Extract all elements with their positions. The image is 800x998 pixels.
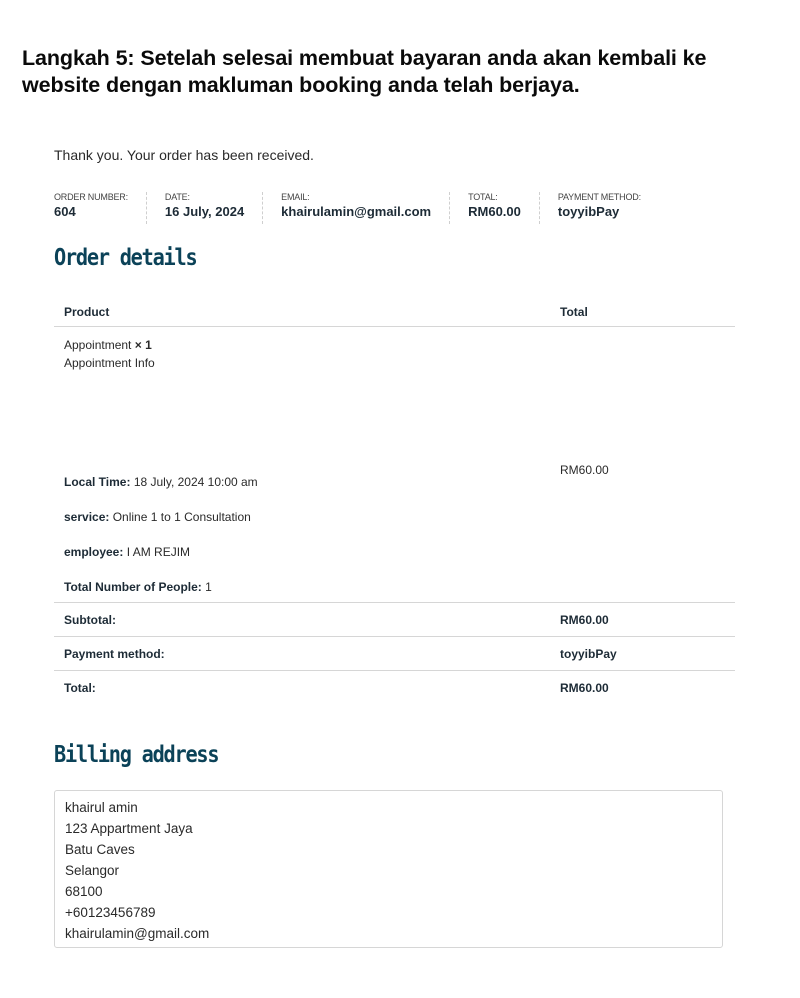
meta-value: 1: [205, 580, 212, 594]
overview-payment-method: [539, 192, 659, 224]
meta-local-time: [64, 474, 540, 490]
grand-total-row: [54, 671, 735, 705]
item-quantity: × 1: [134, 338, 152, 352]
meta-people: [64, 579, 540, 602]
overview-label: EMAIL:: [281, 192, 310, 202]
meta-key: service:: [64, 510, 110, 524]
meta-value: I AM REJIM: [126, 545, 191, 559]
payment-method-label: Payment method:: [64, 646, 165, 661]
meta-employee: [64, 544, 540, 560]
overview-total: [449, 192, 539, 224]
payment-method-row-value: toyyibPay: [560, 646, 617, 661]
total-column-header: Total: [560, 304, 588, 319]
overview-label: PAYMENT METHOD:: [557, 192, 641, 202]
subtotal-value: RM60.00: [560, 612, 609, 627]
overview-label: DATE:: [164, 192, 190, 202]
table-header-row: [54, 297, 735, 327]
overview-label: TOTAL:: [468, 192, 498, 202]
billing-street: 123 Appartment Jaya: [65, 821, 193, 836]
item-name-link[interactable]: Appointment: [64, 338, 132, 352]
grand-total-value: RM60.00: [560, 680, 609, 695]
meta-key: Local Time:: [64, 475, 131, 489]
payment-method-value: toyyibPay: [557, 204, 620, 219]
meta-value: Online 1 to 1 Consultation: [112, 510, 251, 524]
overview-email: [262, 192, 449, 224]
appointment-info-label: Appointment Info: [64, 356, 155, 370]
overview-date: [146, 192, 262, 224]
meta-value: 18 July, 2024 10:00 am: [133, 475, 258, 489]
order-number-value: 604: [54, 204, 76, 219]
billing-phone: +60123456789: [65, 905, 156, 920]
payment-method-row: [54, 637, 735, 671]
subtotal-row: [54, 603, 735, 637]
order-overview: [54, 192, 734, 224]
billing-address-box: [54, 790, 723, 948]
meta-service: [64, 509, 540, 525]
meta-key: employee:: [64, 545, 124, 559]
product-column-header: Product: [64, 304, 110, 319]
overview-order-number: [54, 192, 146, 224]
order-item-product: [54, 327, 550, 603]
order-email-value: khairulamin@gmail.com: [281, 204, 432, 219]
order-item-total: RM60.00: [560, 463, 609, 477]
billing-city: Batu Caves: [65, 842, 135, 857]
grand-total-label: Total:: [64, 680, 96, 695]
order-details-title: Order details: [54, 245, 197, 271]
billing-address-title: Billing address: [54, 742, 219, 768]
overview-label: ORDER NUMBER:: [54, 192, 128, 202]
order-details-table: [54, 297, 735, 704]
billing-name: khairul amin: [65, 800, 138, 815]
billing-postcode: 68100: [65, 884, 103, 899]
thank-you-notice: Thank you. Your order has been received.: [54, 147, 314, 163]
billing-email: khairulamin@gmail.com: [65, 926, 210, 941]
subtotal-label: Subtotal:: [64, 612, 116, 627]
order-total-value: RM60.00: [468, 204, 521, 219]
meta-key: Total Number of People:: [64, 580, 202, 594]
step-heading: Langkah 5: Setelah selesai membuat bayaran anda akan kembali ke website dengan makluman booking anda telah berjaya.: [22, 46, 707, 97]
billing-state: Selangor: [65, 863, 120, 878]
order-date-value: 16 July, 2024: [164, 204, 245, 219]
order-item-row: [54, 327, 735, 603]
